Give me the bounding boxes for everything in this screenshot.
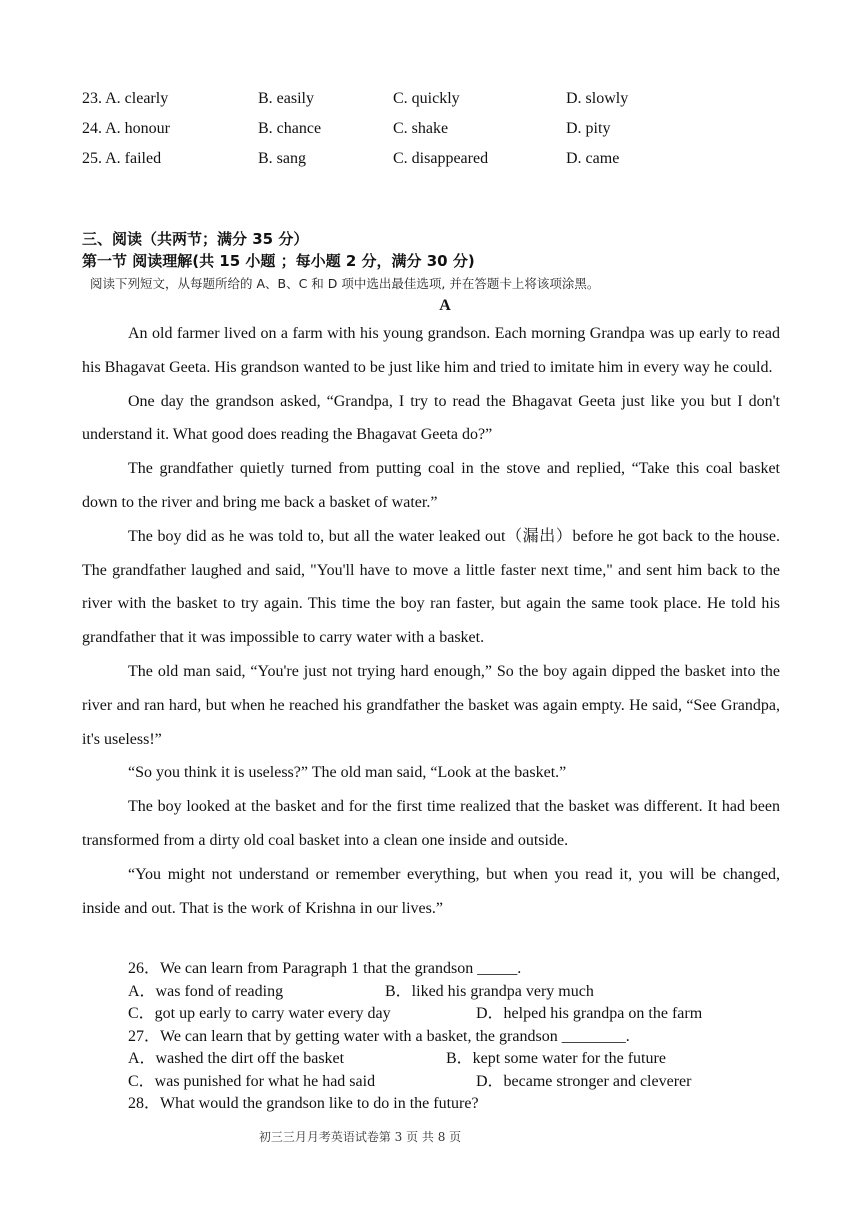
option-b: B. chance	[258, 120, 322, 137]
question-27-option-b: B．kept some water for the future	[446, 1050, 666, 1067]
option-c: C. quickly	[393, 90, 460, 107]
option-d: D. came	[566, 150, 620, 167]
option-c: C. shake	[393, 120, 449, 137]
question-26-option-d: D．helped his grandpa on the farm	[476, 1005, 703, 1022]
option-a: 23. A. clearly	[82, 90, 169, 107]
question-27-option-c: C．was punished for what he had said	[128, 1072, 376, 1090]
subsection-title: 第一节 阅读理解(共 15 小题 ；每小题 2 分，满分 30 分)	[82, 252, 475, 270]
paragraph: One day the grandson asked, “Grandpa, I try to read the Bhagavat Geeta just like you but I don't understand it. What good does reading the Bhagavat Geeta do?”	[82, 392, 780, 444]
question-27-option-d: D．became stronger and cleverer	[476, 1072, 692, 1090]
option-d: D. slowly	[566, 90, 629, 107]
question-26-option-a: A．was fond of reading	[128, 982, 284, 1000]
option-row-23	[82, 90, 782, 112]
question-27-option-a: A．washed the dirt off the basket	[128, 1050, 345, 1067]
paragraph: The old man said, “You're just not trying hard enough,” So the boy again dipped the basket into the river and ran hard, but when he reached his grandfather the basket was again empty. He said, “See Grandpa, it's useless!”	[82, 662, 780, 748]
paragraph: The boy did as he was told to, but all the water leaked out（漏出）before he got back to the house. The grandfather laughed and said, "You'll have to move a little faster next time," and sent him back to the river with the basket to try again. This time the boy ran faster, but again the same took place. He told his grandfather that it was impossible to carry water with a basket.	[82, 527, 780, 647]
paragraph: An old farmer lived on a farm with his young grandson. Each morning Grandpa was up early to read his Bhagavat Geeta. His grandson wanted to be just like him and tried to imitate him in every way he could.	[82, 325, 780, 376]
question-26-option-c: C．got up early to carry water every day	[128, 1005, 391, 1022]
paragraph: The grandfather quietly turned from putting coal in the stove and replied, “Take this coal basket down to the river and bring me back a basket of water.”	[82, 460, 780, 511]
paragraph: “So you think it is useless?” The old man said, “Look at the basket.”	[128, 764, 567, 782]
question-28: 28．What would the grandson like to do in the future?	[128, 1095, 479, 1112]
option-a: 25. A. failed	[82, 150, 162, 167]
passage	[82, 317, 780, 925]
section-title: 三、阅读（共两节；满分 35 分）	[82, 230, 309, 248]
paragraph: The boy looked at the basket and for the first time realized that the basket was different. It had been transformed from a dirty old coal basket into a clean one inside and outside.	[82, 798, 780, 849]
question-26-option-b: B．liked his grandpa very much	[385, 982, 594, 1000]
option-a: 24. A. honour	[82, 120, 170, 137]
question-27: 27．We can learn that by getting water with a basket, the grandson ________.	[128, 1027, 630, 1045]
option-d: D. pity	[566, 120, 611, 137]
question-26: 26．We can learn from Paragraph 1 that the grandson _____.	[128, 960, 522, 977]
passage-label: A	[439, 297, 451, 314]
option-row-25	[82, 150, 782, 172]
option-row-24	[82, 120, 782, 142]
option-b: B. easily	[258, 90, 314, 107]
page-footer: 初三三月月考英语试卷第 3 页 共 8 页	[258, 1130, 462, 1144]
paragraph: “You might not understand or remember everything, but when you read it, you will be changed, inside and out. That is the work of Krishna in our lives.”	[82, 865, 780, 917]
option-b: B. sang	[258, 150, 306, 167]
questions	[128, 958, 788, 1116]
instructions: 阅读下列短文，从每题所给的 A、B、C 和 D 项中选出最佳选项, 并在答题卡上将该项涂黑。	[90, 276, 600, 291]
option-c: C. disappeared	[393, 150, 489, 167]
